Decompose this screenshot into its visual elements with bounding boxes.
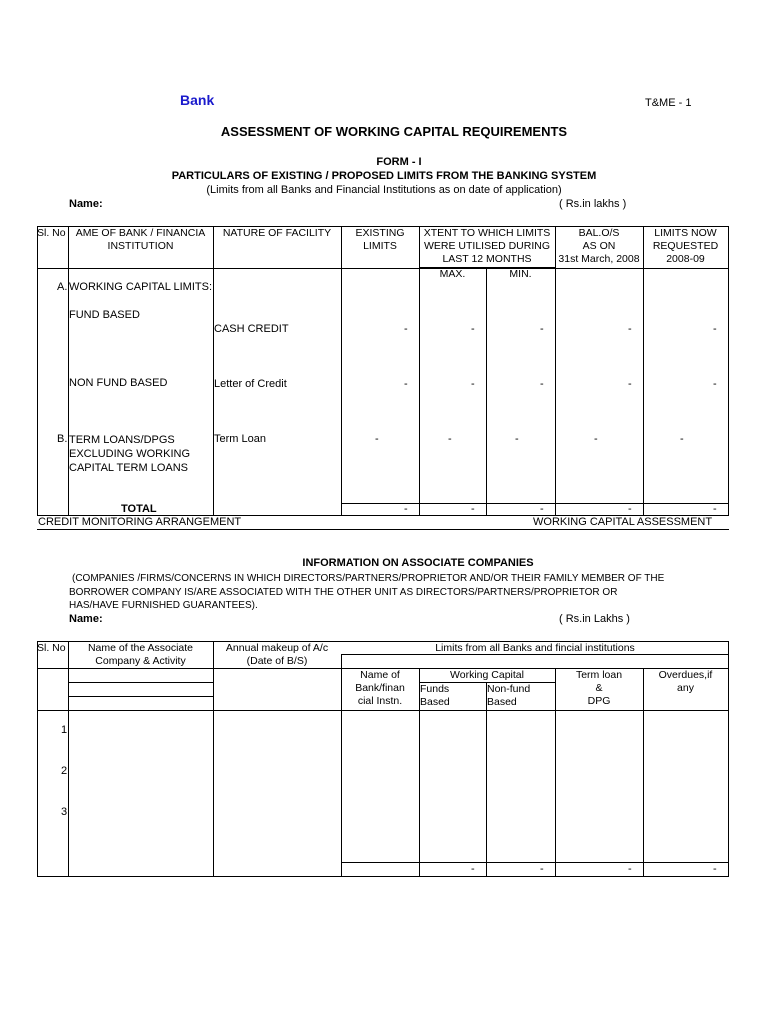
- total-label: TOTAL: [121, 503, 157, 515]
- fund-based-label: FUND BASED: [69, 309, 140, 321]
- dash-cell: -: [448, 433, 452, 445]
- dash-cell: -: [404, 323, 408, 335]
- wc-limits-label: WORKING CAPITAL LIMITS:: [69, 281, 213, 293]
- dash-cell: -: [628, 503, 632, 515]
- section-b-marker: B.: [57, 433, 68, 445]
- row-number: 2: [61, 765, 68, 777]
- col-bal: BAL.O/S AS ON 31st March, 2008: [558, 227, 640, 265]
- dash-cell: -: [713, 863, 717, 875]
- page-title: ASSESSMENT OF WORKING CAPITAL REQUIREMENTS: [220, 124, 568, 139]
- footer-right: WORKING CAPITAL ASSESSMENT: [533, 516, 713, 528]
- name-label: Name:: [69, 198, 103, 210]
- dash-cell: -: [540, 863, 544, 875]
- section2-desc-line3: HAS/HAVE FURNISHED GUARANTEES).: [69, 600, 258, 611]
- dash-cell: -: [540, 378, 544, 390]
- col-sl-no: Sl. No: [37, 227, 66, 239]
- dash-cell: -: [680, 433, 684, 445]
- col2-term-loan: Term loan & DPG: [575, 669, 623, 707]
- col-max: MAX.: [439, 268, 466, 280]
- term-loans-label: TERM LOANS/DPGS EXCLUDING WORKING CAPITAL TERM LOANS: [69, 434, 191, 474]
- dash-cell: -: [471, 503, 475, 515]
- section2-desc-line1: (COMPANIES /FIRMS/CONCERNS IN WHICH DIRECTORS/PARTNERS/PROPRIETOR AND/OR THEIR FAMILY MEMBER OF THE: [72, 573, 665, 584]
- section2-name-label: Name:: [69, 613, 103, 625]
- dash-cell: -: [713, 503, 717, 515]
- dash-cell: -: [471, 323, 475, 335]
- col-existing: EXISTING LIMITS: [355, 227, 405, 252]
- dash-cell: -: [471, 378, 475, 390]
- col2-sl-no: Sl. No: [37, 642, 66, 654]
- col2-bank-name: Name of Bank/finan cial Instn.: [355, 669, 405, 707]
- dash-cell: -: [540, 323, 544, 335]
- non-fund-based-label: NON FUND BASED: [69, 377, 168, 389]
- dash-cell: -: [713, 323, 717, 335]
- col2-limits: Limits from all Banks and fincial institutions: [435, 642, 635, 654]
- dash-cell: -: [404, 378, 408, 390]
- form-note: (Limits from all Banks and Financial Institutions as on date of application): [206, 184, 562, 196]
- letter-of-credit-label: Letter of Credit: [214, 378, 287, 390]
- units-label: ( Rs.in lakhs ): [559, 198, 627, 210]
- form-code: T&ME - 1: [645, 97, 692, 109]
- dash-cell: -: [404, 503, 408, 515]
- col2-funds-based: Funds Based: [420, 683, 450, 708]
- row-number: 3: [61, 806, 68, 818]
- term-loan-label: Term Loan: [214, 433, 266, 445]
- col-extent: XTENT TO WHICH LIMITS WERE UTILISED DURING LAST 12 MONTHS: [423, 227, 551, 265]
- row-number: 1: [61, 724, 68, 736]
- footer-left: CREDIT MONITORING ARRANGEMENT: [38, 516, 242, 528]
- col-bank-name: AME OF BANK / FINANCIA INSTITUTION: [75, 227, 206, 252]
- col-min: MIN.: [509, 268, 532, 280]
- dash-cell: -: [628, 323, 632, 335]
- form-subtitle: PARTICULARS OF EXISTING / PROPOSED LIMITS FROM THE BANKING SYSTEM: [171, 170, 597, 182]
- dash-cell: -: [628, 378, 632, 390]
- dash-cell: -: [471, 863, 475, 875]
- dash-cell: -: [594, 433, 598, 445]
- section2-units-label: ( Rs.in Lakhs ): [559, 613, 630, 625]
- cash-credit-label: CASH CREDIT: [214, 323, 289, 335]
- col-nature: NATURE OF FACILITY: [222, 227, 332, 239]
- section-a-marker: A.: [57, 281, 68, 293]
- section2-title: INFORMATION ON ASSOCIATE COMPANIES: [302, 557, 534, 569]
- form-number: FORM - I: [376, 156, 422, 168]
- col2-nonfund-based: Non-fund Based: [487, 683, 531, 708]
- dash-cell: -: [375, 433, 379, 445]
- dash-cell: -: [540, 503, 544, 515]
- col2-associate: Name of the Associate Company & Activity: [87, 642, 194, 667]
- dash-cell: -: [713, 378, 717, 390]
- dash-cell: -: [628, 863, 632, 875]
- col2-annual-makeup: Annual makeup of A/c (Date of B/S): [225, 642, 329, 667]
- col2-overdues: Overdues,if any: [658, 669, 713, 694]
- col2-working-capital: Working Capital: [450, 669, 524, 681]
- dash-cell: -: [515, 433, 519, 445]
- section2-desc-line2: BORROWER COMPANY IS/ARE ASSOCIATED WITH THE OTHER UNIT AS DIRECTORS/PARTNERS/PROPRIETOR OR: [69, 587, 618, 598]
- col-requested: LIMITS NOW REQUESTED 2008-09: [652, 227, 719, 265]
- bank-label: Bank: [180, 92, 215, 108]
